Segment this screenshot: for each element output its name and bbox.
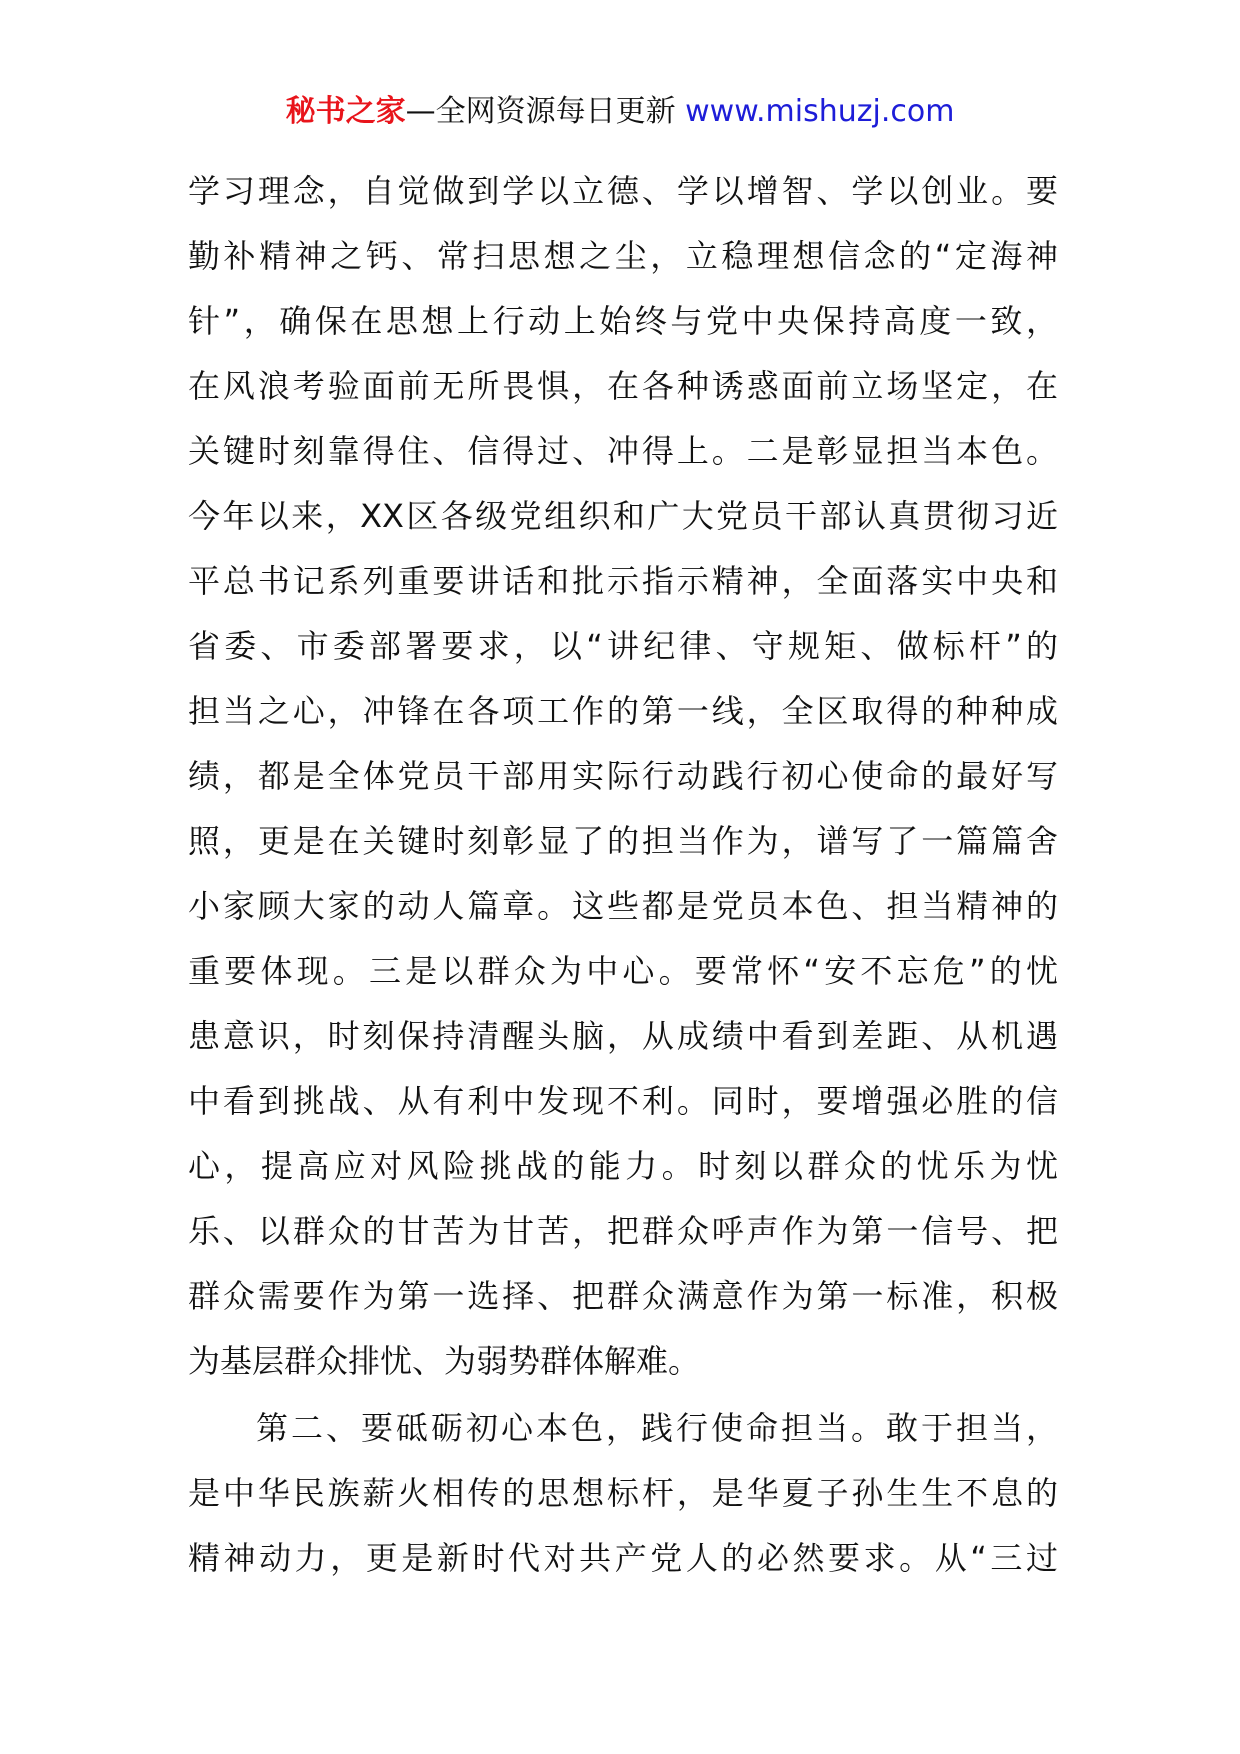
text-line: 针”，确保在思想上行动上始终与党中央保持高度一致， [188, 302, 1058, 340]
paragraph-2 [188, 1396, 1058, 1591]
site-tagline: —全网资源每日更新 [405, 94, 676, 129]
paragraph-1 [188, 159, 1058, 1394]
text-line: 照，更是在关键时刻彰显了的担当作为，谱写了一篇篇舍 [188, 822, 1058, 860]
text-line: 中看到挑战、从有利中发现不利。同时，要增强必胜的信 [188, 1082, 1058, 1120]
site-header [0, 92, 1240, 132]
text-line: 绩，都是全体党员干部用实际行动践行初心使命的最好写 [188, 757, 1058, 795]
text-line: 小家顾大家的动人篇章。这些都是党员本色、担当精神的 [188, 887, 1058, 925]
site-brand: 秘书之家 [285, 94, 406, 129]
text-line: 平总书记系列重要讲话和批示指示精神，全面落实中央和 [188, 562, 1058, 600]
text-line: 今年以来，XX区各级党组织和广大党员干部认真贯彻习近 [188, 497, 1058, 535]
text-line: 精神动力，更是新时代对共产党人的必然要求。从“三过 [188, 1539, 1058, 1577]
site-url-link[interactable]: www.mishuzj.com [685, 94, 955, 129]
text-line: 为基层群众排忧、为弱势群体解难。 [188, 1342, 701, 1380]
text-line: 第二、要砥砺初心本色，践行使命担当。敢于担当， [256, 1409, 1058, 1447]
text-line: 群众需要作为第一选择、把群众满意作为第一标准，积极 [188, 1277, 1058, 1315]
text-line: 担当之心，冲锋在各项工作的第一线，全区取得的种种成 [188, 692, 1058, 730]
text-line: 关键时刻靠得住、信得过、冲得上。二是彰显担当本色。 [188, 432, 1058, 470]
text-line: 患意识，时刻保持清醒头脑，从成绩中看到差距、从机遇 [188, 1017, 1058, 1055]
document-body [188, 159, 1058, 1591]
text-line: 重要体现。三是以群众为中心。要常怀“安不忘危”的忧 [188, 952, 1058, 990]
text-line: 是中华民族薪火相传的思想标杆，是华夏子孙生生不息的 [188, 1474, 1058, 1512]
text-line: 省委、市委部署要求，以“讲纪律、守规矩、做标杆”的 [188, 627, 1058, 665]
text-line: 乐、以群众的甘苦为甘苦，把群众呼声作为第一信号、把 [188, 1212, 1058, 1250]
text-line: 勤补精神之钙、常扫思想之尘，立稳理想信念的“定海神 [188, 237, 1058, 275]
text-line: 心，提高应对风险挑战的能力。时刻以群众的忧乐为忧 [188, 1147, 1058, 1185]
text-line: 在风浪考验面前无所畏惧，在各种诱惑面前立场坚定，在 [188, 367, 1058, 405]
text-line: 学习理念，自觉做到学以立德、学以增智、学以创业。要 [188, 172, 1058, 210]
